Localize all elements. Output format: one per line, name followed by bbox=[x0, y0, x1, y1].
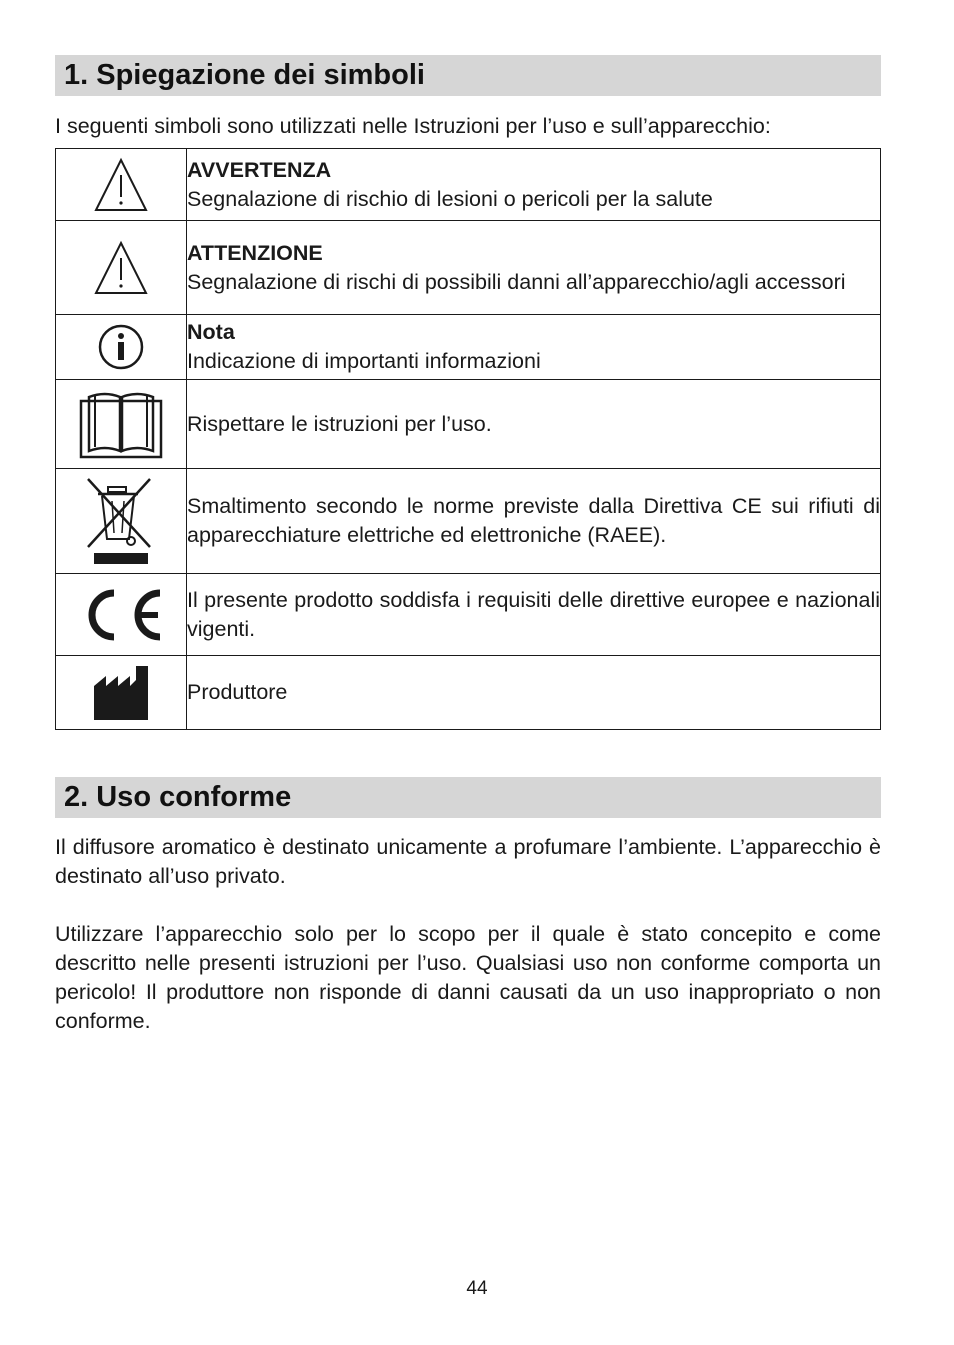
caution-triangle-icon bbox=[93, 240, 149, 296]
symbol-description: Segnalazione di rischio di lesioni o pericoli per la salute bbox=[187, 186, 713, 211]
section-1-intro: I seguenti simboli sono utilizzati nelle Istruzioni per l’uso e sull’apparecchio: bbox=[55, 114, 771, 138]
weee-crossed-bin-icon bbox=[86, 477, 156, 565]
manufacturer-factory-icon bbox=[92, 664, 150, 722]
table-row bbox=[56, 574, 881, 656]
symbol-description: Rispettare le istruzioni per l’uso. bbox=[187, 411, 492, 436]
ce-mark-icon bbox=[76, 587, 166, 643]
page-number: 44 bbox=[466, 1278, 488, 1299]
instruction-manual-icon bbox=[79, 389, 163, 459]
symbol-label: Nota bbox=[187, 320, 235, 344]
table-row bbox=[56, 315, 881, 380]
symbol-description: Produttore bbox=[187, 680, 288, 704]
warning-triangle-icon bbox=[93, 157, 149, 213]
section-1-title: 1. Spiegazione dei simboli bbox=[64, 59, 425, 91]
table-row bbox=[56, 380, 881, 469]
table-row bbox=[56, 221, 881, 315]
symbol-description: Smaltimento secondo le norme previste dalla Direttiva CE sui rifiuti di apparecchiature elettriche ed elettroniche (RAEE). bbox=[187, 494, 880, 547]
paragraph: Il diffusore aromatico è destinato unicamente a profumare l’ambiente. L’apparecchio è destinato all’uso privato. bbox=[55, 835, 881, 888]
symbols-table bbox=[55, 148, 881, 730]
table-row bbox=[56, 656, 881, 730]
info-circle-icon bbox=[97, 323, 145, 371]
section-2-heading bbox=[55, 777, 881, 818]
table-row bbox=[56, 469, 881, 574]
section-1-heading bbox=[55, 55, 881, 96]
symbol-description: Il presente prodotto soddisfa i requisiti delle direttive europee e nazionali vigenti. bbox=[187, 587, 880, 641]
section-2-title: 2. Uso conforme bbox=[64, 781, 292, 813]
symbol-description: Indicazione di importanti informazioni bbox=[187, 349, 541, 373]
symbol-description: Segnalazione di rischi di possibili danni all’apparecchio/agli accessori bbox=[187, 269, 846, 294]
symbol-label: ATTENZIONE bbox=[187, 240, 323, 265]
symbol-label: AVVERTENZA bbox=[187, 157, 332, 182]
table-row bbox=[56, 149, 881, 221]
paragraph: Utilizzare l’apparecchio solo per lo scopo per il quale è stato concepito e come descritto nelle presenti istruzioni per l’uso. Qualsiasi uso non conforme comporta un pericolo! Il produttore non risponde di danni causati da un uso inappropriato o non conforme. bbox=[55, 922, 881, 1033]
